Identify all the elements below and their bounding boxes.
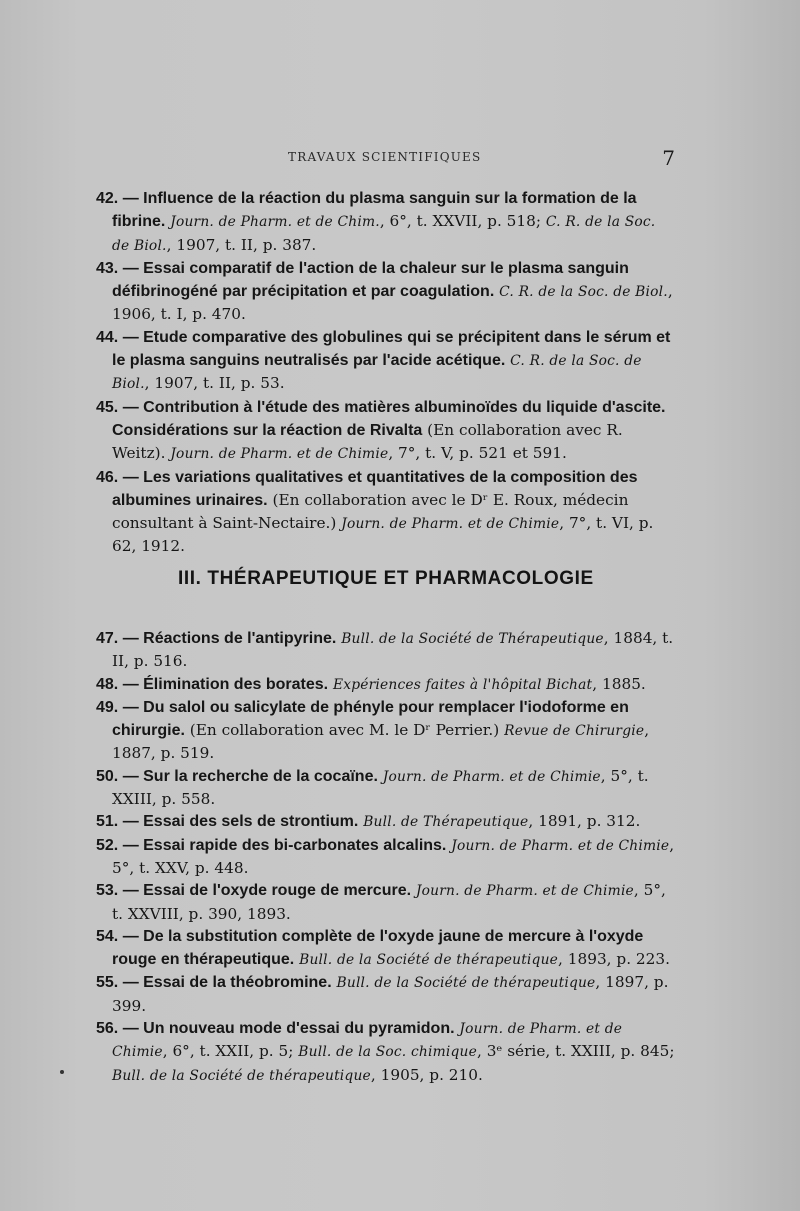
entry-title: 49. — Du salol ou salicylate de phényle pour remplacer l'iodoforme en chirurgie. xyxy=(96,698,629,740)
entries-list-after xyxy=(96,627,676,1087)
entry-42 xyxy=(96,187,676,257)
entry-43 xyxy=(96,257,676,326)
entry-text: , 1893, p. 223. xyxy=(558,950,670,969)
entry-text: (En collaboration avec le Dʳ E. Roux, médecin consultant à Saint-Nectaire.) xyxy=(112,490,629,533)
entry-text: , 5°, t. XXV, p. 448. xyxy=(112,835,675,877)
entry-title: 54. — De la substitution complète de l'oxyde jaune de mercure à l'oxyde rouge en thérapeutique. xyxy=(96,927,644,969)
entry-title: 44. — Etude comparative des globulines qui se précipitent dans le sérum et le plasma sanguins neutralisés par l'acide acétique. xyxy=(96,328,671,370)
entry-text: , 5°, t. XXIII, p. 558. xyxy=(112,766,649,809)
entry-title: 45. — Contribution à l'étude des matières albuminoïdes du liquide d'ascite. Considérations sur la réaction de Rivalta xyxy=(96,398,666,439)
entry-text: , 1887, p. 519. xyxy=(112,721,650,763)
entry-text: , 5°, t. XXVIII, p. 390, 1893. xyxy=(112,881,666,923)
entry-title: 53. — Essai de l'oxyde rouge de mercure. xyxy=(96,882,412,900)
entry-text: , 1884, t. II, p. 516. xyxy=(112,629,674,671)
entry-title: 51. — Essai des sels de strontium. xyxy=(96,813,359,831)
entry-text: , 3ᵉ série, t. XXIII, p. 845; xyxy=(476,1042,675,1061)
entry-text: (En collaboration avec R. Weitz). xyxy=(112,420,623,463)
entry-48 xyxy=(96,673,676,696)
entry-47 xyxy=(96,627,676,673)
entry-journal: Journ. de Pharm. et de Chimie xyxy=(170,446,389,463)
entry-text: , 1891, p. 312. xyxy=(528,812,641,831)
entry-journal: Journ. de Pharm. et de Chimie xyxy=(382,768,601,785)
entry-title: 46. — Les variations qualitatives et quantitatives de la composition des albumines urinaires. xyxy=(96,468,638,509)
entry-title: 56. — Un nouveau mode d'essai du pyramidon. xyxy=(96,1020,455,1038)
page-number: 7 xyxy=(662,146,675,170)
entry-journal: Bull. de Thérapeutique xyxy=(363,814,529,831)
entry-journal: C. R. de la Soc. de Biol. xyxy=(112,214,656,254)
entry-text: , 1885. xyxy=(592,674,646,693)
entry-49 xyxy=(96,696,676,765)
print-speck xyxy=(60,1070,64,1074)
entry-50 xyxy=(96,765,676,811)
entry-text: , 1897, p. 399. xyxy=(112,973,669,1015)
entries-list-before xyxy=(96,187,676,558)
entry-journal: Expériences faites à l'hôpital Bichat xyxy=(332,676,593,693)
entry-46 xyxy=(96,466,676,558)
entry-56 xyxy=(96,1017,676,1087)
running-title: TRAVAUX SCIENTIFIQUES xyxy=(288,150,482,164)
entry-text: , 7°, t. V, p. 521 et 591. xyxy=(388,444,567,463)
entry-journal: Bull. de la Société de thérapeutique xyxy=(299,952,559,969)
entry-journal: Journ. de Pharm. et de Chimie xyxy=(451,837,670,854)
entry-journal: Bull. de la Société de thérapeutique xyxy=(336,975,596,992)
entry-journal: Bull. de la Soc. chimique xyxy=(298,1044,477,1061)
entry-title: 50. — Sur la recherche de la cocaïne. xyxy=(96,767,378,785)
page-header xyxy=(110,148,675,170)
entry-title: 47. — Réactions de l'antipyrine. xyxy=(96,630,337,647)
section-title: III. THÉRAPEUTIQUE ET PHARMACOLOGIE xyxy=(178,568,594,589)
entry-text: , 1905, p. 210. xyxy=(370,1065,483,1084)
entry-title: 43. — Essai comparatif de l'action de la chaleur sur le plasma sanguin défibrinogéné par précipitation et par coagulation. xyxy=(96,259,629,301)
entry-text: , 1907, t. II, p. 387. xyxy=(166,235,317,254)
entry-45 xyxy=(96,396,676,466)
entry-title: 52. — Essai rapide des bi-carbonates alcalins. xyxy=(96,836,447,854)
entry-journal: Bull. de la Société de Thérapeutique xyxy=(341,631,604,647)
entry-55 xyxy=(96,971,676,1017)
entry-journal: C. R. de la Soc. de Biol. xyxy=(499,284,668,301)
entry-text: , 6°, t. XXII, p. 5; xyxy=(162,1042,299,1061)
entry-text: , 7°, t. VI, p. 62, 1912. xyxy=(112,514,654,556)
entry-52 xyxy=(96,834,676,880)
entry-journal: C. R. de la Soc. de Biol. xyxy=(112,353,642,393)
entry-journal: Revue de Chirurgie xyxy=(504,723,645,740)
entry-51 xyxy=(96,810,676,833)
entry-title: 42. — Influence de la réaction du plasma sanguin sur la formation de la fibrine. xyxy=(96,190,637,231)
entry-53 xyxy=(96,879,676,925)
entry-text: , 1907, t. II, p. 53. xyxy=(144,374,285,393)
entry-54 xyxy=(96,925,676,972)
entry-journal: Journ. de Pharm. et de Chimie xyxy=(415,883,634,900)
entry-text: (En collaboration avec M. le Dʳ Perrier.) xyxy=(184,721,505,740)
entry-journal: Journ. de Pharm. et de Chim. xyxy=(170,214,380,231)
entry-44 xyxy=(96,326,676,396)
entry-text: , 1906, t. I, p. 470. xyxy=(112,282,673,324)
entry-text: , 6°, t. XXVII, p. 518; xyxy=(379,212,546,231)
entry-title: 48. — Élimination des borates. xyxy=(96,675,329,693)
entry-journal: Journ. de Pharm. et de Chimie xyxy=(112,1021,623,1061)
entry-journal: Journ. de Pharm. et de Chimie xyxy=(341,516,560,533)
entry-title: 55. — Essai de la théobromine. xyxy=(96,974,332,992)
entry-journal: Bull. de la Société de thérapeutique xyxy=(112,1067,371,1084)
